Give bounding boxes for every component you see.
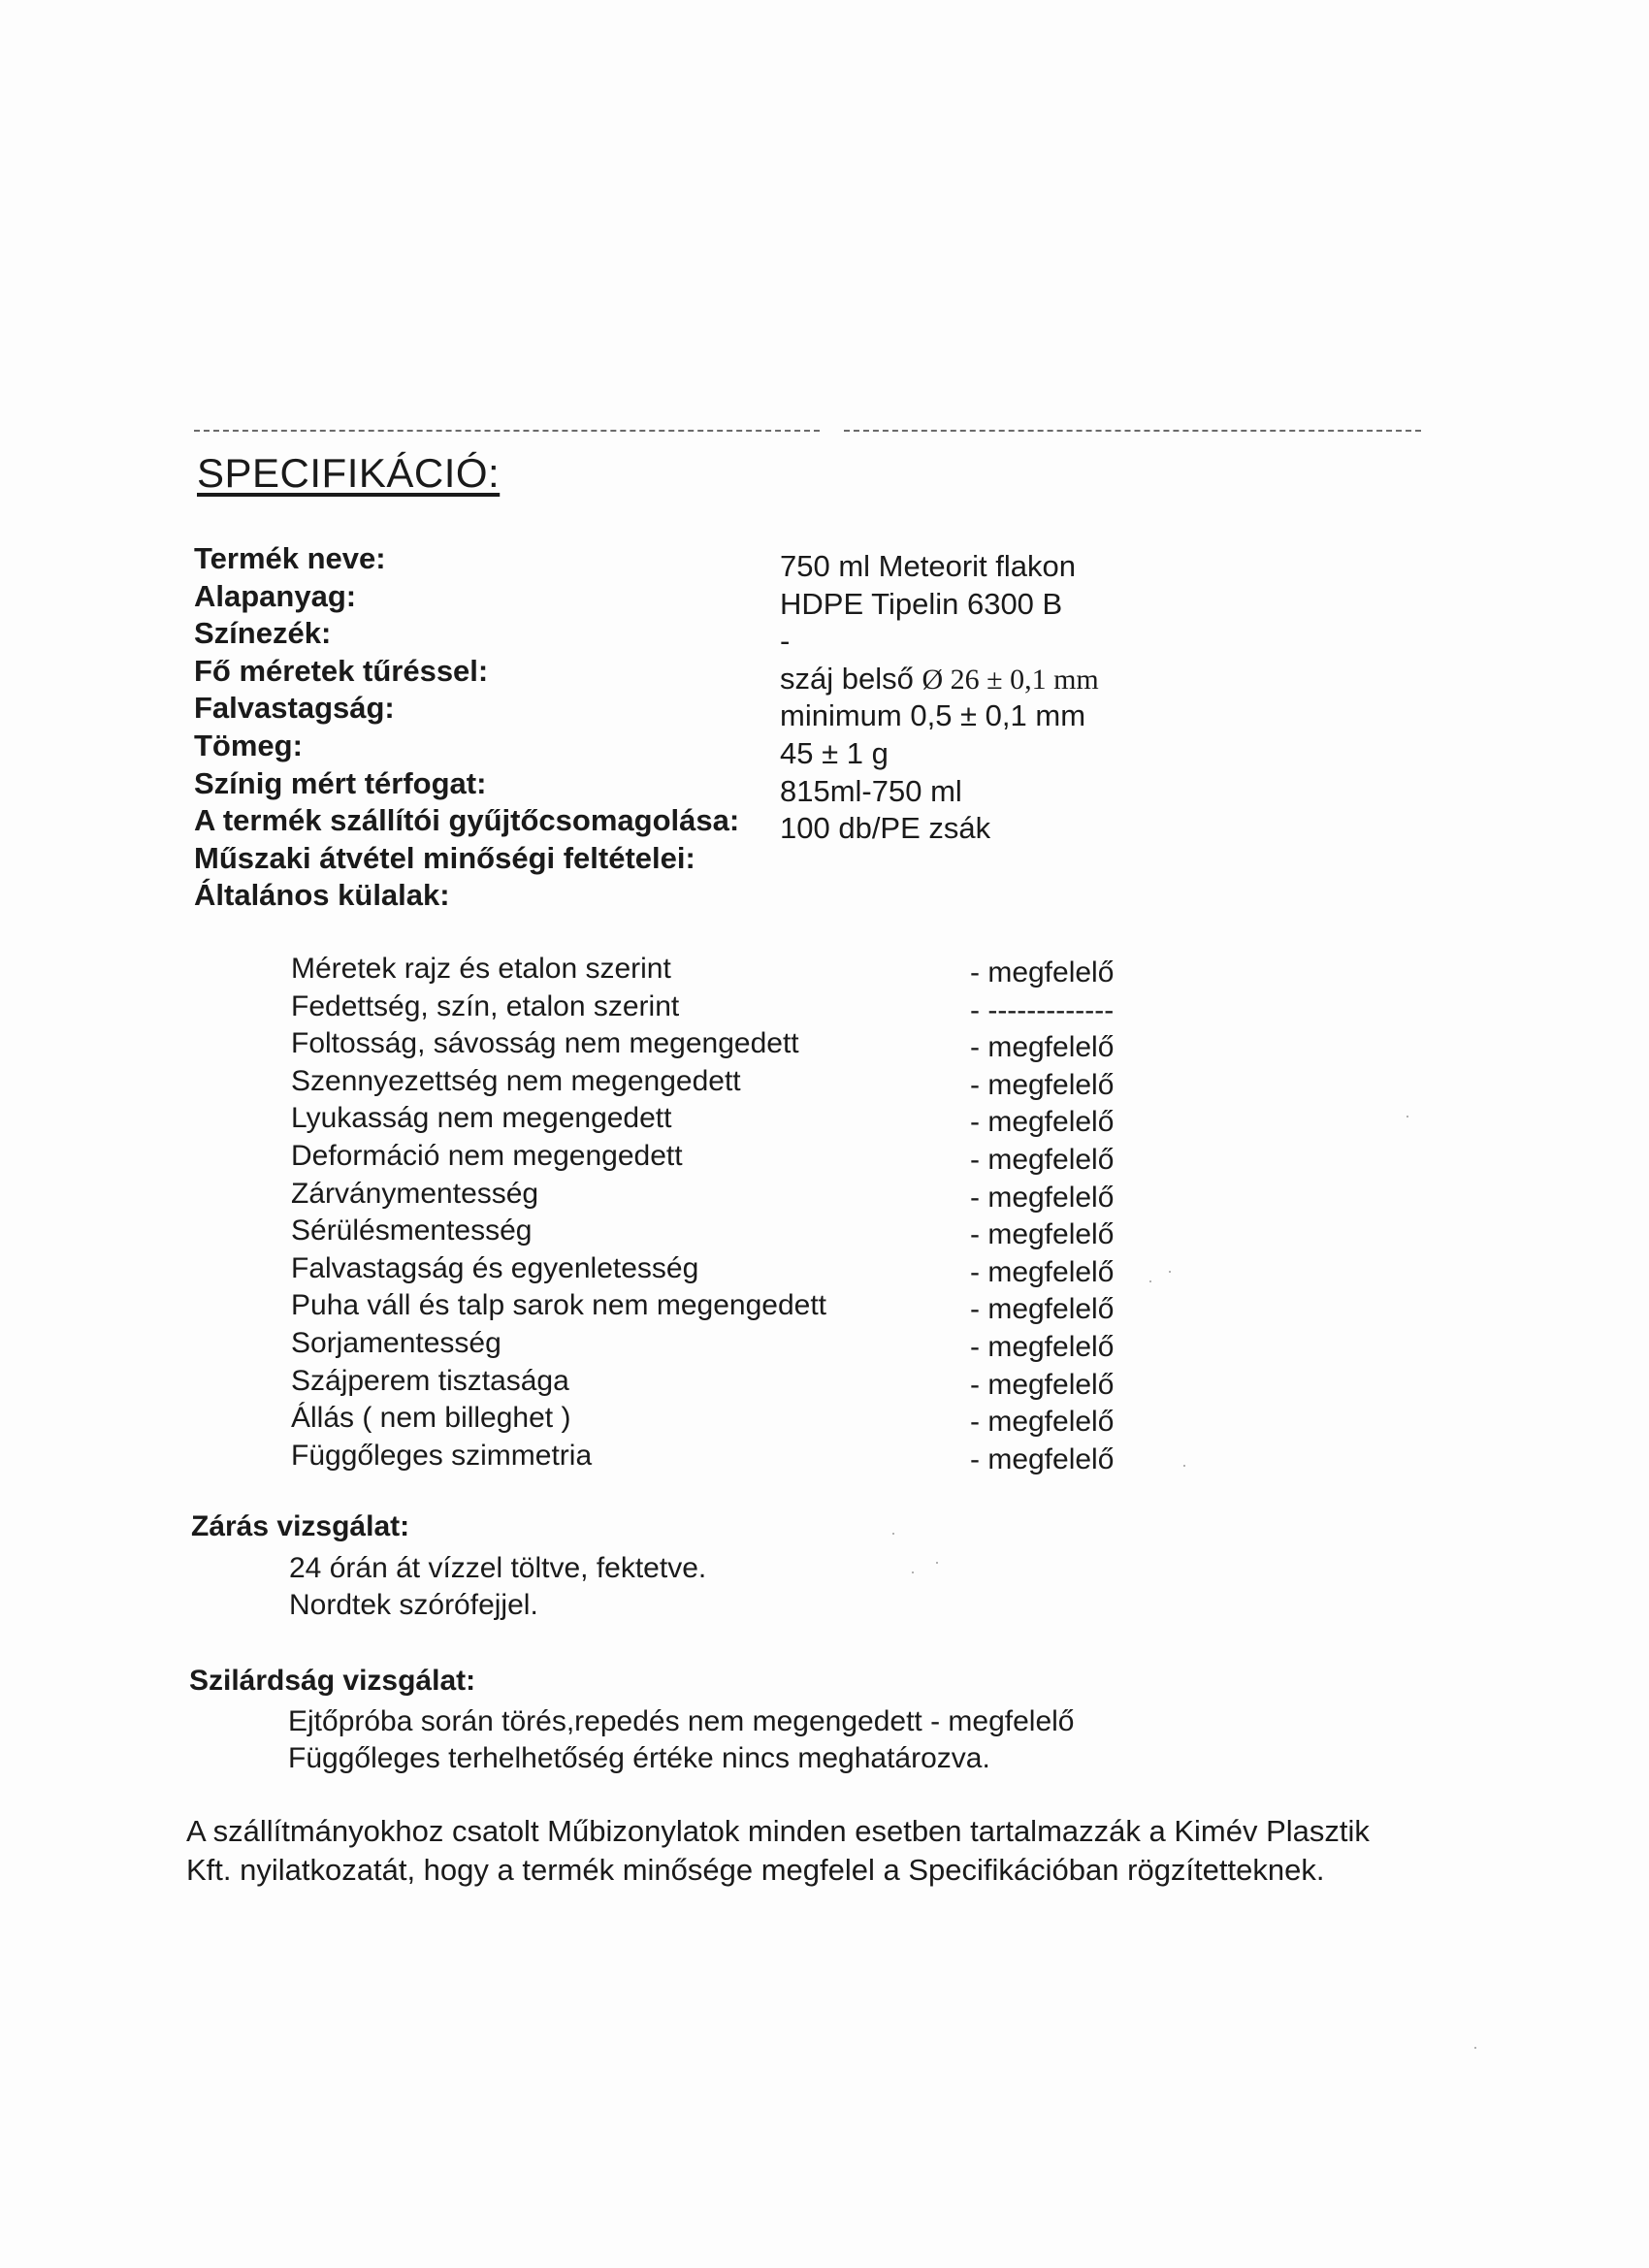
check-result: - megfelelő [970, 1442, 1115, 1475]
check-label: Állás ( nem billeghet ) [291, 1402, 571, 1435]
check-row [291, 1327, 1164, 1365]
check-result: - megfelelő [970, 1068, 1115, 1101]
check-row [291, 1102, 1164, 1140]
spec-label: Általános külalak: [194, 878, 450, 913]
spec-row-packaging [194, 803, 1406, 846]
check-row [291, 1027, 1164, 1065]
check-row [291, 953, 1164, 990]
scan-speck [1474, 2047, 1476, 2049]
check-result: - megfelelő [970, 1293, 1115, 1326]
check-result: - megfelelő [970, 1031, 1115, 1064]
check-label: Falvastagság és egyenletesség [291, 1251, 699, 1284]
spec-value: 45 ± 1 g [780, 735, 889, 770]
spec-label: Fő méretek tűréssel: [194, 653, 489, 688]
spec-value: 815ml-750 ml [780, 773, 962, 808]
scan-speck [912, 1571, 914, 1573]
strength-test-line: Függőleges terhelhetőség értéke nincs meghatározva. [288, 1742, 990, 1774]
scan-speck [1169, 1271, 1171, 1273]
check-label: Szennyezettség nem megengedett [291, 1064, 741, 1097]
strength-test-line: Ejtőpróba során törés,repedés nem megengedett - megfelelő [288, 1705, 1075, 1737]
spec-row-volume [194, 765, 1406, 808]
spec-value: 100 db/PE zsák [780, 811, 991, 846]
closure-test-line: 24 órán át vízzel töltve, fektetve. [289, 1552, 707, 1584]
spec-value: - [780, 624, 791, 659]
appearance-check-list [291, 953, 1164, 1476]
closing-line: Kft. nyilatkozatát, hogy a termék minősége megfelel a Specifikációban rögzítetteknek. [186, 1853, 1325, 1887]
check-label: Deformáció nem megengedett [291, 1139, 683, 1172]
spec-value: minimum 0,5 ± 0,1 mm [780, 698, 1086, 733]
scan-speck [892, 1533, 894, 1535]
closure-test-title: Zárás vizsgálat: [191, 1510, 410, 1542]
dashed-separator-right [844, 430, 1421, 432]
closure-test-line: Nordtek szórófejjel. [289, 1589, 538, 1621]
check-row [291, 1140, 1164, 1178]
check-label: Puha váll és talp sarok nem megengedett [291, 1289, 826, 1322]
document-title: SPECIFIKÁCIÓ: [197, 450, 501, 496]
check-result: - megfelelő [970, 1330, 1115, 1363]
check-row [291, 1365, 1164, 1403]
check-result: - ------------- [970, 993, 1115, 1026]
check-result: - megfelelő [970, 1143, 1115, 1176]
spec-value-diameter: Ø 26 ± 0,1 mm [922, 663, 1099, 696]
spec-label: Alapanyag: [194, 578, 357, 613]
spec-row-wall-thickness [194, 691, 1406, 733]
check-label: Fedettség, szín, etalon szerint [291, 989, 680, 1022]
spec-value-text: száj belső [780, 661, 922, 696]
spec-label: Színig mért térfogat: [194, 765, 487, 800]
scan-speck [1406, 1116, 1408, 1118]
check-result: - megfelelő [970, 1368, 1115, 1401]
spec-row-colorant [194, 616, 1406, 659]
scan-speck [1183, 1465, 1185, 1467]
check-result: - megfelelő [970, 1406, 1115, 1439]
check-row [291, 1402, 1164, 1440]
spec-label: Műszaki átvétel minőségi feltételei: [194, 840, 695, 875]
check-row [291, 1289, 1164, 1327]
check-row [291, 1252, 1164, 1290]
check-row [291, 1215, 1164, 1252]
spec-label: Termék neve: [194, 541, 386, 575]
spec-row-general-appearance [194, 878, 1406, 916]
closing-statement [186, 1812, 1370, 1890]
check-label: Zárványmentesség [291, 1177, 539, 1210]
check-label: Sorjamentesség [291, 1326, 501, 1359]
spec-row-material [194, 578, 1406, 621]
dashed-separator-left [194, 430, 820, 432]
strength-test-title: Szilárdság vizsgálat: [189, 1665, 476, 1697]
scan-speck [1149, 1280, 1151, 1282]
check-result: - megfelelő [970, 1218, 1115, 1251]
check-label: Szájperem tisztasága [291, 1364, 569, 1397]
check-label: Méretek rajz és etalon szerint [291, 953, 671, 985]
spec-row-product-name [194, 541, 1406, 583]
check-result: - megfelelő [970, 1255, 1115, 1288]
spec-label: A termék szállítói gyűjtőcsomagolása: [194, 803, 740, 838]
spec-row-weight [194, 728, 1406, 770]
check-row [291, 1440, 1164, 1477]
spec-value: HDPE Tipelin 6300 B [780, 586, 1063, 621]
closing-line: A szállítmányokhoz csatolt Műbizonylatok minden esetben tartalmazzák a Kimév Plasztik [186, 1814, 1370, 1848]
check-label: Sérülésmentesség [291, 1215, 533, 1247]
check-label: Lyukasság nem megengedett [291, 1102, 672, 1135]
check-row [291, 1178, 1164, 1215]
check-label: Függőleges szimmetria [291, 1439, 593, 1472]
check-label: Foltosság, sávosság nem megengedett [291, 1027, 799, 1060]
spec-value: 750 ml Meteorit flakon [780, 549, 1076, 583]
scan-speck [936, 1562, 938, 1564]
check-row [291, 990, 1164, 1028]
spec-label: Tömeg: [194, 728, 303, 762]
spec-row-main-dimensions [194, 653, 1406, 696]
check-result: - megfelelő [970, 1106, 1115, 1139]
check-result: - megfelelő [970, 956, 1115, 988]
check-result: - megfelelő [970, 1181, 1115, 1214]
spec-row-acceptance-conditions [194, 841, 1406, 879]
spec-label: Színezék: [194, 616, 332, 651]
specification-list [194, 541, 1406, 916]
check-row [291, 1065, 1164, 1103]
spec-label: Falvastagság: [194, 691, 395, 726]
